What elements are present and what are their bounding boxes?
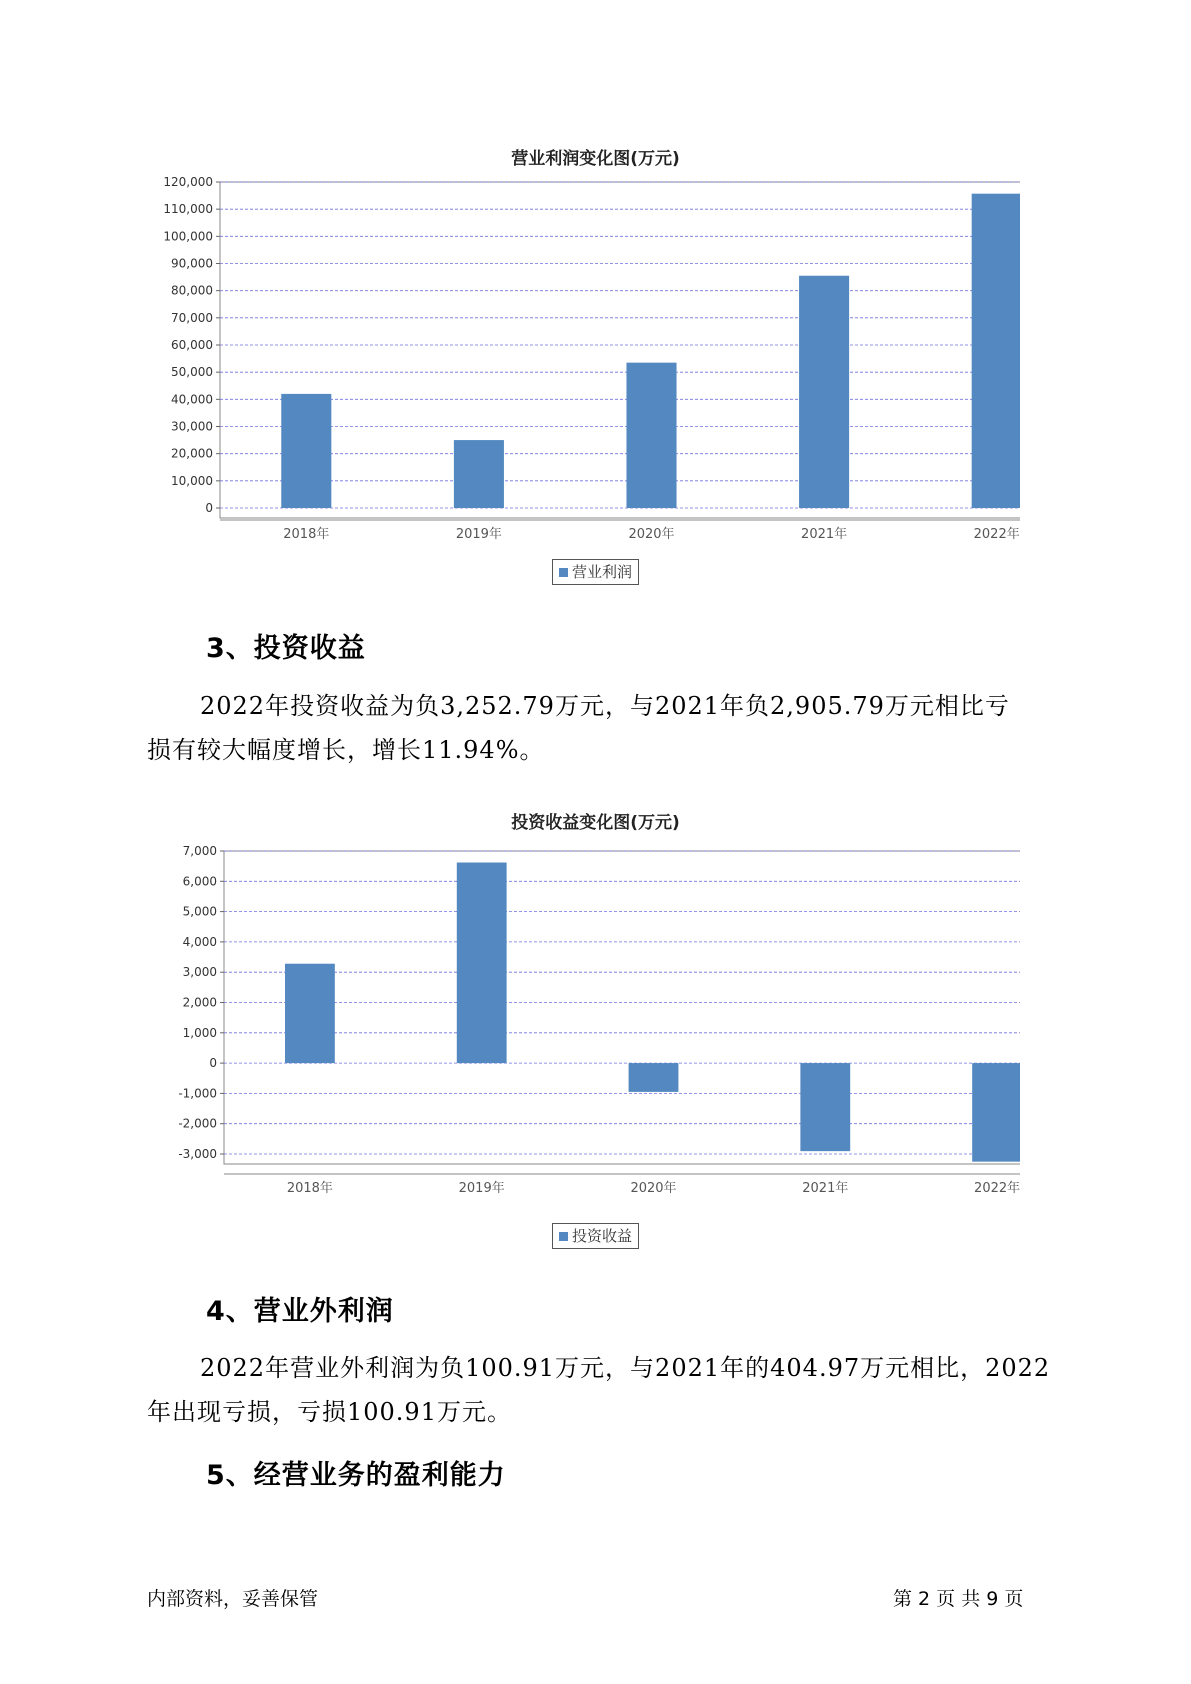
x-tick-label: 2018年 [283, 527, 330, 542]
plot-area [220, 182, 1020, 518]
bar-2022年 [972, 1063, 1020, 1162]
x-tick-label: 2019年 [458, 1181, 505, 1196]
section3-paragraph [147, 684, 1087, 772]
bar-2020年 [629, 1063, 679, 1092]
x-tick-label: 2022年 [973, 527, 1020, 542]
footer-confidential-note: 内部资料，妥善保管 [147, 1588, 319, 1610]
section3-line2: 损有较大幅度增长，增长11.94%。 [147, 736, 545, 764]
y-tick-label: 5,000 [182, 904, 217, 919]
chart2-legend-label: 投资收益 [572, 1227, 633, 1245]
chart1-title: 营业利润变化图(万元) [511, 149, 680, 169]
x-tick-label: 2019年 [455, 527, 502, 542]
bar-2018年 [285, 964, 335, 1063]
x-tick-label: 2022年 [974, 1181, 1020, 1196]
section4-heading: 4、营业外利润 [206, 1296, 394, 1327]
section4-line1: 2022年营业外利润为负100.91万元，与2021年的404.97万元相比，2022 [200, 1354, 1051, 1382]
x-tick-label: 2021年 [802, 1181, 849, 1196]
y-tick-label: -2,000 [178, 1116, 217, 1131]
bar-2019年 [457, 863, 507, 1064]
section4-paragraph [147, 1346, 1087, 1434]
y-tick-label: 6,000 [182, 874, 217, 889]
legend-swatch [559, 1232, 568, 1241]
y-tick-label: 2,000 [182, 995, 217, 1010]
y-tick-label: 0 [209, 1056, 217, 1071]
y-tick-label: 100,000 [163, 229, 213, 244]
y-tick-label: 50,000 [171, 365, 213, 380]
x-tick-label: 2021年 [801, 527, 848, 542]
section4-line2: 年出现亏损，亏损100.91万元。 [147, 1398, 512, 1426]
y-tick-label: 90,000 [171, 256, 213, 271]
y-tick-label: 7,000 [182, 844, 217, 858]
y-tick-label: 70,000 [171, 310, 213, 325]
bar-2020年 [626, 363, 676, 508]
plot-area [224, 851, 1020, 1164]
bar-2021年 [799, 276, 849, 508]
chart2-legend [552, 1223, 639, 1249]
y-tick-label: -1,000 [178, 1086, 217, 1101]
bar-2019年 [454, 440, 504, 508]
y-tick-label: 80,000 [171, 283, 213, 298]
bar-2018年 [281, 394, 331, 508]
chart1-legend-label: 营业利润 [572, 563, 633, 581]
x-tick-label: 2020年 [630, 1181, 677, 1196]
section3-heading: 3、投资收益 [206, 633, 366, 664]
y-tick-label: 1,000 [182, 1025, 217, 1040]
chart1-legend [552, 559, 639, 585]
y-tick-label: -3,000 [178, 1147, 217, 1161]
x-tick-label: 2018年 [286, 1181, 333, 1196]
chart2-title: 投资收益变化图(万元) [511, 813, 680, 833]
y-tick-label: 40,000 [171, 392, 213, 407]
legend-swatch [559, 568, 568, 577]
y-tick-label: 10,000 [171, 473, 213, 488]
y-tick-label: 3,000 [182, 965, 217, 980]
y-tick-label: 30,000 [171, 419, 213, 434]
y-tick-label: 110,000 [163, 202, 213, 217]
footer-page-number: 第 2 页 共 9 页 [893, 1588, 1024, 1610]
y-tick-label: 20,000 [171, 446, 213, 461]
bar-2021年 [800, 1063, 850, 1151]
section5-heading: 5、经营业务的盈利能力 [206, 1460, 506, 1491]
investment-income-chart [150, 834, 1020, 1214]
y-tick-label: 0 [205, 501, 213, 515]
y-tick-label: 120,000 [163, 175, 213, 189]
x-tick-label: 2020年 [628, 527, 675, 542]
bar-2022年 [972, 194, 1020, 508]
section3-line1: 2022年投资收益为负3,252.79万元，与2021年负2,905.79万元相比亏 [200, 692, 1010, 720]
operating-profit-chart [150, 170, 1020, 550]
y-tick-label: 4,000 [182, 934, 217, 949]
y-tick-label: 60,000 [171, 338, 213, 352]
